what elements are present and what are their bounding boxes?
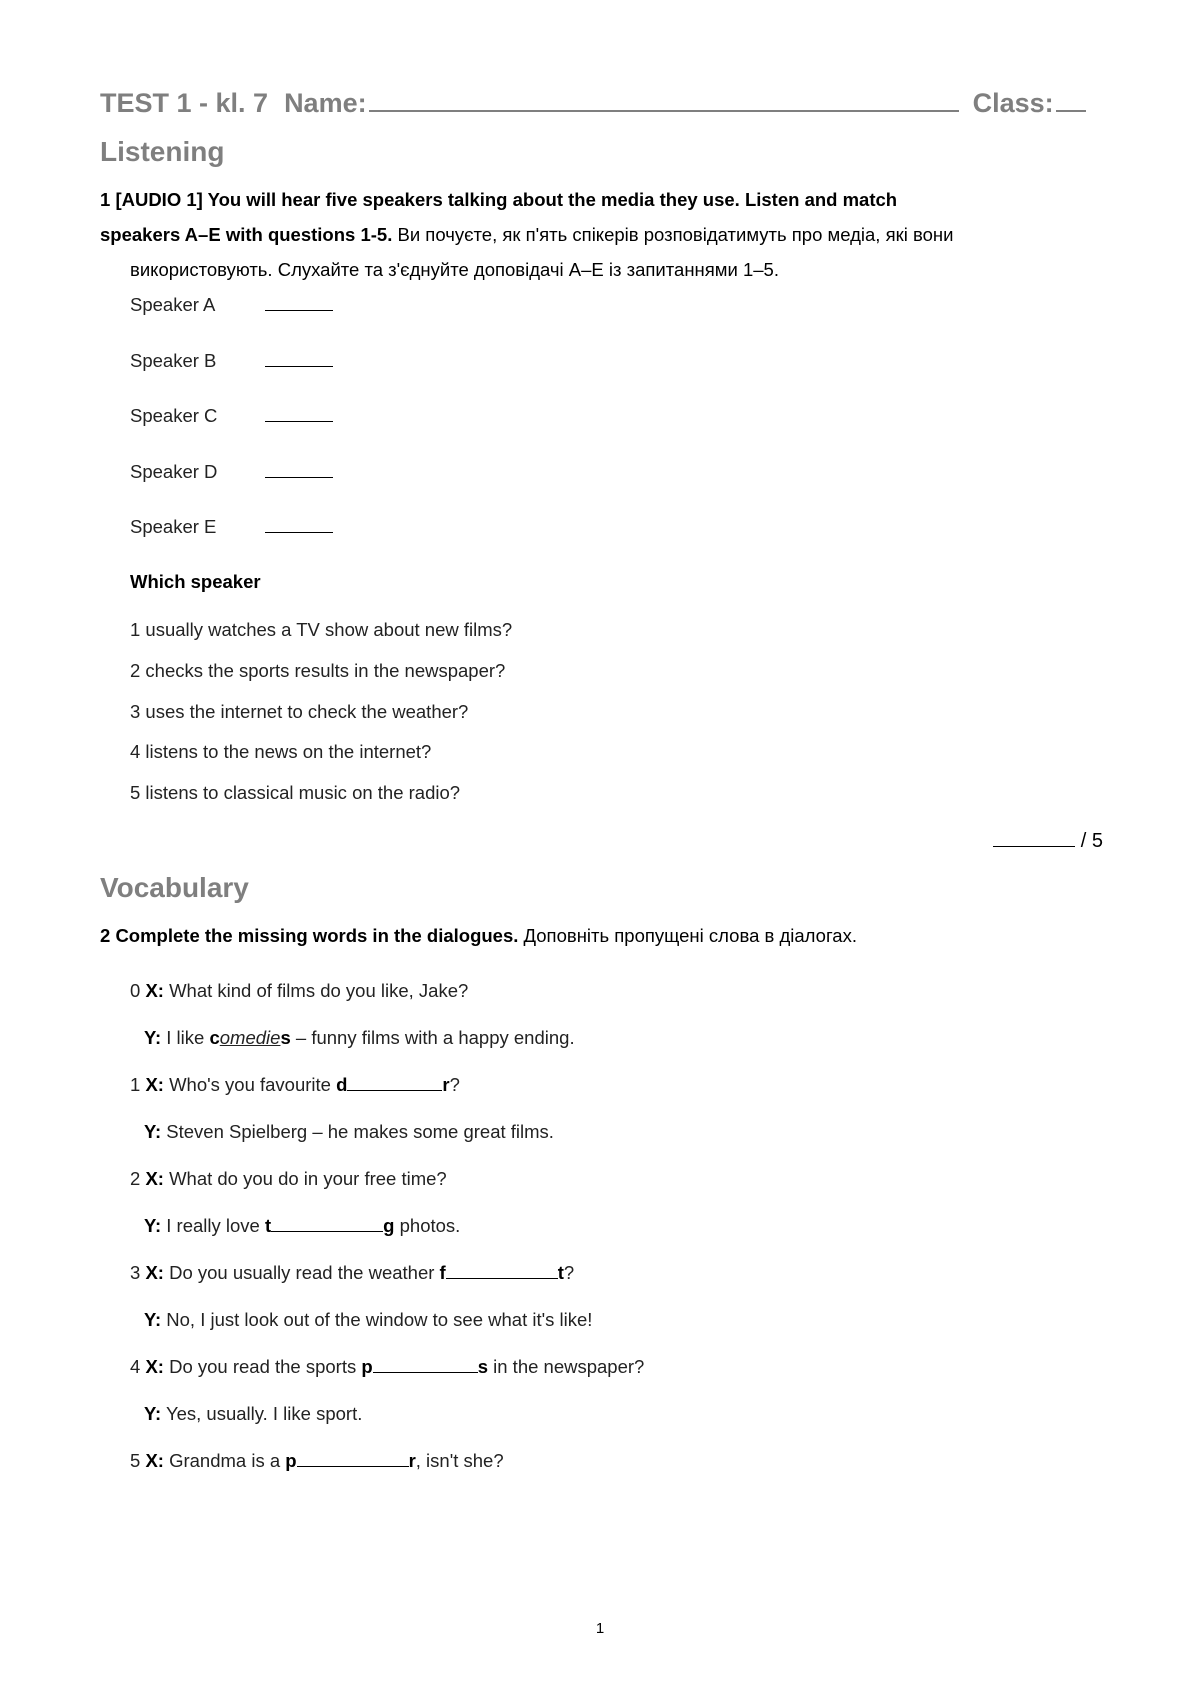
item-number: 4 bbox=[130, 1356, 141, 1377]
speaker-y: Y: bbox=[144, 1309, 162, 1330]
instruction-ua-line1: Ви почуєте, як п'ять спікерів розповідатимуть про медіа, які вони bbox=[392, 224, 954, 245]
speaker-x: X: bbox=[145, 1262, 164, 1283]
class-label: Class: bbox=[972, 88, 1054, 118]
item-number: 0 bbox=[130, 980, 141, 1001]
item-number: 2 bbox=[130, 1168, 141, 1189]
dialogue-3-y bbox=[144, 1309, 592, 1331]
speaker-x: X: bbox=[145, 1450, 164, 1471]
line-post: ? bbox=[563, 1262, 575, 1283]
dialogue-0-y bbox=[144, 1027, 575, 1049]
word-start: p bbox=[361, 1356, 373, 1377]
word-gap-1[interactable] bbox=[347, 1075, 442, 1091]
question-item: 2 checks the sports results in the newspaper? bbox=[130, 660, 506, 681]
item-number: 5 bbox=[130, 1450, 141, 1471]
speaker-x: X: bbox=[145, 1168, 164, 1189]
example-answer: omedie bbox=[219, 1027, 281, 1048]
speaker-row-c bbox=[130, 405, 333, 427]
dialogue-3-x bbox=[130, 1262, 574, 1284]
speaker-label: Speaker A bbox=[130, 294, 216, 315]
line-pre: Do you usually read the weather bbox=[163, 1262, 440, 1283]
instruction-bold-line1: [AUDIO 1] You will hear five speakers talking about the media they use. Listen and match bbox=[115, 189, 898, 210]
word-start: f bbox=[439, 1262, 446, 1283]
task-number: 2 bbox=[100, 925, 111, 946]
speaker-label: Speaker E bbox=[130, 516, 217, 537]
line-text: What kind of films do you like, Jake? bbox=[169, 980, 469, 1001]
word-end: t bbox=[557, 1262, 564, 1283]
class-field[interactable] bbox=[1056, 88, 1086, 112]
word-start: c bbox=[209, 1027, 220, 1048]
word-end: g bbox=[383, 1215, 395, 1236]
instruction-bold: Complete the missing words in the dialogues. bbox=[115, 925, 519, 946]
speaker-a-answer[interactable] bbox=[265, 296, 333, 311]
instruction-ua-line2: використовують. Слухайте та з'єднуйте доповідачі A–E із запитаннями 1–5. bbox=[130, 259, 779, 280]
name-label: Name: bbox=[284, 88, 367, 118]
speaker-c-answer[interactable] bbox=[265, 407, 333, 422]
speaker-y: Y: bbox=[144, 1215, 162, 1236]
speaker-row-d bbox=[130, 461, 333, 483]
dialogue-2-x bbox=[130, 1168, 447, 1190]
test-header bbox=[100, 88, 1102, 119]
word-start: p bbox=[285, 1450, 297, 1471]
speaker-b-answer[interactable] bbox=[265, 352, 333, 367]
word-start: t bbox=[265, 1215, 272, 1236]
word-gap-4[interactable] bbox=[373, 1357, 478, 1373]
line-post: in the newspaper? bbox=[488, 1356, 645, 1377]
line-text: What do you do in your free time? bbox=[163, 1168, 447, 1189]
line-text: No, I just look out of the window to see what it's like! bbox=[161, 1309, 593, 1330]
speaker-label: Speaker D bbox=[130, 461, 218, 482]
word-gap-3[interactable] bbox=[446, 1263, 558, 1279]
word-gap-5[interactable] bbox=[297, 1451, 409, 1467]
instruction-bold-line2: speakers A–E with questions 1-5. bbox=[100, 224, 393, 245]
speaker-y: Y: bbox=[144, 1403, 162, 1424]
line-pre: Do you read the sports bbox=[163, 1356, 362, 1377]
speaker-row-e bbox=[130, 516, 333, 538]
line-pre: I like bbox=[161, 1027, 210, 1048]
word-end: s bbox=[477, 1356, 488, 1377]
line-post: , isn't she? bbox=[415, 1450, 504, 1471]
line-text: Steven Spielberg – he makes some great films. bbox=[161, 1121, 554, 1142]
word-end: r bbox=[442, 1074, 450, 1095]
question-item: 5 listens to classical music on the radio? bbox=[130, 782, 461, 803]
speaker-label: Speaker C bbox=[130, 405, 218, 426]
word-gap-2[interactable] bbox=[271, 1216, 383, 1232]
speaker-x: X: bbox=[145, 1074, 164, 1095]
speaker-y: Y: bbox=[144, 1121, 162, 1142]
speaker-d-answer[interactable] bbox=[265, 463, 333, 478]
line-pre: Who's you favourite bbox=[163, 1074, 337, 1095]
speaker-y: Y: bbox=[144, 1027, 162, 1048]
listening-instruction bbox=[100, 182, 1100, 287]
line-post: ? bbox=[449, 1074, 460, 1095]
dialogue-4-y bbox=[144, 1403, 362, 1425]
listening-title: Listening bbox=[100, 136, 225, 167]
speaker-e-answer[interactable] bbox=[265, 518, 333, 533]
line-pre: I really love bbox=[161, 1215, 265, 1236]
line-text: Yes, usually. I like sport. bbox=[161, 1403, 363, 1424]
item-number: 1 bbox=[130, 1074, 141, 1095]
vocabulary-title: Vocabulary bbox=[100, 872, 249, 903]
page-number: 1 bbox=[595, 1620, 605, 1637]
task-number: 1 bbox=[100, 189, 111, 210]
word-end: s bbox=[280, 1027, 291, 1048]
line-pre: Grandma is a bbox=[163, 1450, 286, 1471]
speaker-label: Speaker B bbox=[130, 350, 217, 371]
question-item: 4 listens to the news on the internet? bbox=[130, 741, 432, 762]
line-post: photos. bbox=[394, 1215, 461, 1236]
test-label: TEST 1 - kl. 7 bbox=[100, 88, 269, 118]
dialogue-1-x bbox=[130, 1074, 460, 1096]
name-field[interactable] bbox=[369, 88, 959, 112]
score-field[interactable] bbox=[993, 832, 1075, 847]
speaker-row-b bbox=[130, 350, 333, 372]
speaker-x: X: bbox=[145, 980, 164, 1001]
score-total: / 5 bbox=[1080, 830, 1103, 852]
listening-score bbox=[993, 830, 1103, 853]
question-item: 1 usually watches a TV show about new films? bbox=[130, 619, 513, 640]
vocabulary-instruction bbox=[100, 918, 1100, 953]
line-post: – funny films with a happy ending. bbox=[290, 1027, 575, 1048]
word-start: d bbox=[336, 1074, 348, 1095]
question-item: 3 uses the internet to check the weather? bbox=[130, 701, 469, 722]
which-speaker-heading: Which speaker bbox=[130, 571, 261, 592]
item-number: 3 bbox=[130, 1262, 141, 1283]
dialogue-1-y bbox=[144, 1121, 554, 1143]
speaker-row-a bbox=[130, 294, 333, 316]
speaker-x: X: bbox=[145, 1356, 164, 1377]
dialogue-5-x bbox=[130, 1450, 504, 1472]
dialogue-4-x bbox=[130, 1356, 644, 1378]
word-end: r bbox=[408, 1450, 416, 1471]
dialogue-0-x bbox=[130, 980, 468, 1002]
instruction-ua: Доповніть пропущені слова в діалогах. bbox=[518, 925, 857, 946]
dialogue-2-y bbox=[144, 1215, 460, 1237]
